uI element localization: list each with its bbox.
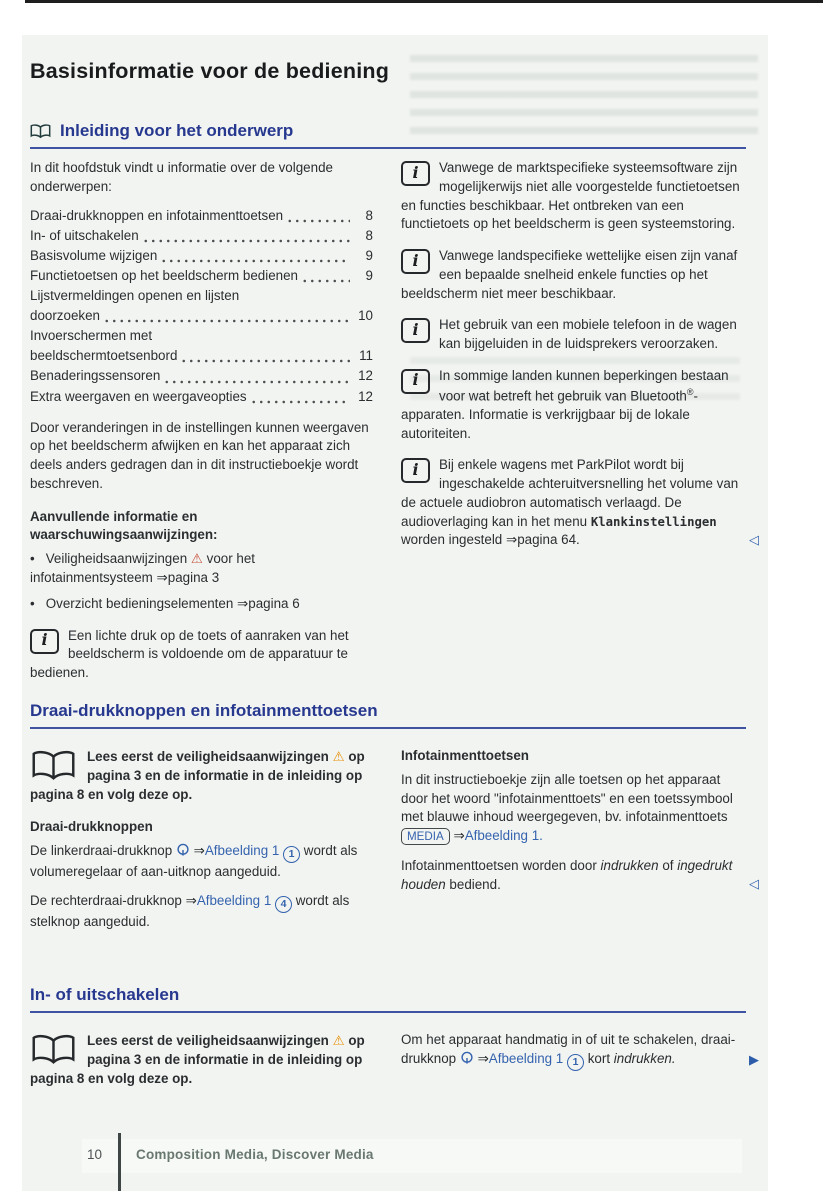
section-inuit-body — [30, 1031, 759, 1102]
info-icon: i — [401, 318, 430, 343]
info-icon: i — [401, 249, 430, 274]
paragraph — [401, 857, 759, 895]
footer-divider — [118, 1133, 121, 1191]
list-item — [30, 595, 373, 614]
toc-page-number: 8 — [365, 227, 373, 243]
toc-page-number: 10 — [358, 308, 373, 324]
note-text: Bij enkele wagens met ParkPilot wordt bij ingeschakelde achteruitversnelling het volume van de actuele audiobron automatisch verlaagd. De audioverlaging kan in het menu — [401, 457, 739, 529]
open-book-icon — [30, 1034, 77, 1066]
note-text: Het gebruik van een mobiele telefoon in de wagen kan bijgeluiden in de luidsprekers veroorzaken. — [439, 317, 737, 352]
toc-leader-dots — [142, 239, 350, 243]
toc-page-number: 11 — [359, 348, 373, 364]
info-note — [401, 247, 746, 303]
rotary-knob-icon — [176, 843, 190, 857]
warning-icon: ⚠ — [332, 1033, 345, 1048]
body-text: bediend. — [449, 876, 501, 892]
toc-leader-dots — [180, 359, 350, 363]
toc-label: In- of uitschakelen — [30, 227, 139, 243]
list-item — [30, 550, 373, 588]
figure-reference: Afbeelding 1 — [488, 1050, 564, 1066]
page-reference: pagina 3 — [167, 569, 220, 585]
callout-number-icon: 4 — [275, 896, 292, 913]
note-text: Lees eerst de veiligheidsaanwijzingen — [87, 1033, 329, 1048]
reference-arrow-icon: ⇒ — [193, 842, 205, 858]
body-text: Om het apparaat handmatig in of uit te schakelen, draai-drukknop — [401, 1032, 736, 1066]
settings-disclaimer: Door veranderingen in de instellingen kunnen weergaven op het beeldscherm afwijken en kan het apparaat zich deels anders gedragen dan in dit instructieboekje wordt beschreven. — [30, 419, 369, 491]
paragraph — [401, 1031, 759, 1071]
subheading-additional-info: Aanvullende informatie en waarschuwingsaanwijzingen: — [30, 508, 218, 543]
bullet-icon: • — [30, 551, 35, 567]
note-text: Vanwege landspecifieke wettelijke eisen zijn vanaf een bepaalde snelheid enkele functies op het beeldscherm niet meer beschikbaar. — [401, 248, 738, 301]
toc-entry — [30, 266, 373, 286]
section-inleiding-body — [30, 159, 759, 696]
toc-label-line2: doorzoeken — [30, 308, 100, 324]
toc-entry — [30, 387, 373, 407]
section-continues-icon: ▶ — [749, 1052, 759, 1068]
body-text: In dit instructieboekje zijn alle toetsen op het apparaat door het woord "infotainmenttoets" en een toetssymbool met blauwe inhoud weergegeven, bv. infotainmenttoets — [401, 771, 733, 825]
registered-trademark: ® — [686, 386, 694, 397]
page-reference: pagina 64. — [517, 532, 580, 548]
toc-leader-dots — [286, 219, 350, 223]
table-of-contents — [30, 206, 373, 407]
toc-entry — [30, 206, 373, 226]
section-heading-in-of-uitschakelen — [30, 985, 746, 1013]
warning-icon: ⚠ — [332, 749, 345, 764]
info-note — [30, 627, 373, 683]
section-heading-label: In- of uitschakelen — [30, 985, 180, 1004]
info-icon: i — [401, 161, 430, 186]
info-icon: i — [401, 369, 430, 394]
toc-leader-dots — [301, 279, 350, 283]
note-text: op pagina 3 en de informatie in de inleiding op pagina 8 en volg deze op. — [30, 749, 365, 803]
subheading-draai-drukknoppen: Draai-drukknoppen — [30, 819, 153, 835]
paragraph — [30, 892, 373, 932]
read-first-note — [30, 747, 373, 804]
toc-label: Basisvolume wijzigen — [30, 247, 158, 263]
toc-leader-dots — [163, 380, 350, 384]
note-text: In sommige landen kunnen beperkingen bestaan voor wat betreft het gebruik van Bluetooth — [439, 367, 729, 404]
section-heading-draai-drukknoppen — [30, 701, 746, 729]
reference-arrow-icon: ⇒ — [477, 1050, 489, 1066]
note-text: -apparaten. Informatie is verkrijgbaar bij de lokale autoriteiten. — [401, 388, 698, 441]
section-end-icon: ◁ — [749, 532, 759, 548]
toc-entry — [30, 326, 373, 366]
toc-label: Benaderingssensoren — [30, 368, 161, 384]
right-column — [401, 1031, 759, 1102]
toc-page-number: 12 — [358, 388, 373, 404]
info-icon: i — [401, 458, 430, 483]
booklet-title: Composition Media, Discover Media — [136, 1147, 374, 1162]
media-key-icon: MEDIA — [401, 828, 450, 845]
body-text: Infotainmenttoetsen worden door — [401, 857, 597, 873]
reference-arrow-icon: ⇒ — [237, 595, 249, 611]
note-text: op pagina 3 en de informatie in de inleiding op pagina 8 en volg deze op. — [30, 1033, 365, 1087]
paragraph — [30, 842, 373, 882]
read-first-note — [30, 1031, 373, 1088]
left-column — [30, 1031, 373, 1102]
note-text: worden ingesteld — [401, 532, 503, 548]
section-heading-label: Inleiding voor het onderwerp — [60, 121, 294, 140]
section-draai-body — [30, 747, 759, 943]
toc-label: Draai-drukknoppen en infotainmenttoetsen — [30, 207, 284, 223]
figure-reference: Afbeelding 1. — [464, 828, 543, 844]
note-text: Lees eerst de veiligheidsaanwijzingen — [87, 749, 329, 764]
bullet-text: Veiligheidsaanwijzingen — [45, 551, 188, 567]
bullet-text: Overzicht bedieningselementen — [45, 595, 234, 611]
paragraph — [401, 771, 746, 846]
menu-item-name: Klankinstellingen — [590, 514, 717, 529]
body-text: wordt als volumeregelaar of aan-uitknop aangeduid. — [30, 842, 358, 879]
section-end-icon: ◁ — [749, 876, 759, 892]
toc-leader-dots — [160, 259, 350, 263]
reference-arrow-icon: ⇒ — [185, 893, 197, 909]
right-column — [401, 747, 759, 943]
intro-text: In dit hoofdstuk vindt u informatie over de volgende onderwerpen: — [30, 160, 333, 194]
toc-entry — [30, 286, 373, 326]
toc-label: Functietoetsen op het beeldscherm bedienen — [30, 267, 298, 283]
bullet-icon: • — [30, 595, 35, 611]
figure-reference: Afbeelding 1 — [204, 842, 280, 858]
right-column — [401, 159, 759, 696]
toc-entry — [30, 226, 373, 246]
info-note — [401, 316, 746, 354]
toc-label: Extra weergaven en weergaveopties — [30, 388, 247, 404]
body-text: wordt als stelknop aangeduid. — [30, 893, 350, 930]
book-icon — [30, 124, 51, 139]
callout-number-icon: 1 — [283, 846, 300, 863]
page-footer — [22, 1143, 768, 1191]
toc-leader-dots — [250, 400, 350, 404]
left-column — [30, 747, 373, 943]
info-note — [401, 159, 746, 234]
page-title: Basisinformatie voor de bediening — [30, 59, 390, 83]
page-sheet — [22, 35, 768, 1191]
note-text: Een lichte druk op de toets of aanraken van het beeldscherm is voldoende om de apparatuur te bedienen. — [30, 627, 349, 681]
subheading-infotainmenttoetsen: Infotainmenttoetsen — [401, 748, 529, 763]
callout-number-icon: 1 — [567, 1054, 584, 1071]
reference-arrow-icon: ⇒ — [453, 828, 465, 844]
info-note — [401, 456, 759, 550]
emphasized-text: indrukken — [600, 857, 659, 873]
emphasized-text: ingedrukt houden — [401, 857, 733, 892]
reference-arrow-icon: ⇒ — [505, 532, 518, 548]
toc-label-line1: Lijstvermeldingen openen en lijsten — [30, 287, 240, 303]
page-reference: pagina 6 — [248, 595, 300, 611]
toc-label-line2: beeldschermtoetsenbord — [30, 348, 178, 364]
toc-page-number: 9 — [365, 247, 373, 263]
bullet-text: voor het infotainmentsysteem — [30, 551, 256, 585]
reference-arrow-icon: ⇒ — [156, 569, 168, 585]
rotary-knob-icon — [460, 1051, 474, 1065]
warning-icon: ⚠ — [190, 551, 203, 567]
left-column — [30, 159, 373, 696]
toc-entry — [30, 366, 373, 386]
body-text: De linkerdraai-drukknop — [30, 842, 173, 858]
info-icon: i — [30, 629, 59, 654]
note-text: Vanwege de marktspecifieke systeemsoftware zijn mogelijkerwijs niet alle voorgestelde functietoetsen en functies beschikbaar. Het ontbreken van een functietoets op het beeldscherm is geen systeemstoring. — [401, 160, 740, 232]
body-text: of — [662, 857, 674, 873]
section-heading-inleiding — [30, 121, 746, 149]
emphasized-text: indrukken. — [613, 1050, 676, 1066]
page-number: 10 — [86, 1147, 102, 1162]
body-text: kort — [587, 1050, 611, 1066]
scan-edge-artifact — [25, 0, 823, 3]
section-heading-label: Draai-drukknoppen en infotainmenttoetsen — [30, 701, 378, 720]
toc-page-number: 12 — [358, 368, 373, 384]
info-note — [401, 367, 746, 444]
toc-label-line1: Invoerschermen met — [30, 328, 153, 344]
toc-leader-dots — [103, 319, 350, 323]
open-book-icon — [30, 750, 77, 782]
figure-reference: Afbeelding 1 — [196, 893, 272, 909]
toc-page-number: 9 — [365, 267, 373, 283]
toc-page-number: 8 — [365, 207, 373, 223]
toc-entry — [30, 246, 373, 266]
body-text: De rechterdraai-drukknop — [30, 893, 182, 909]
